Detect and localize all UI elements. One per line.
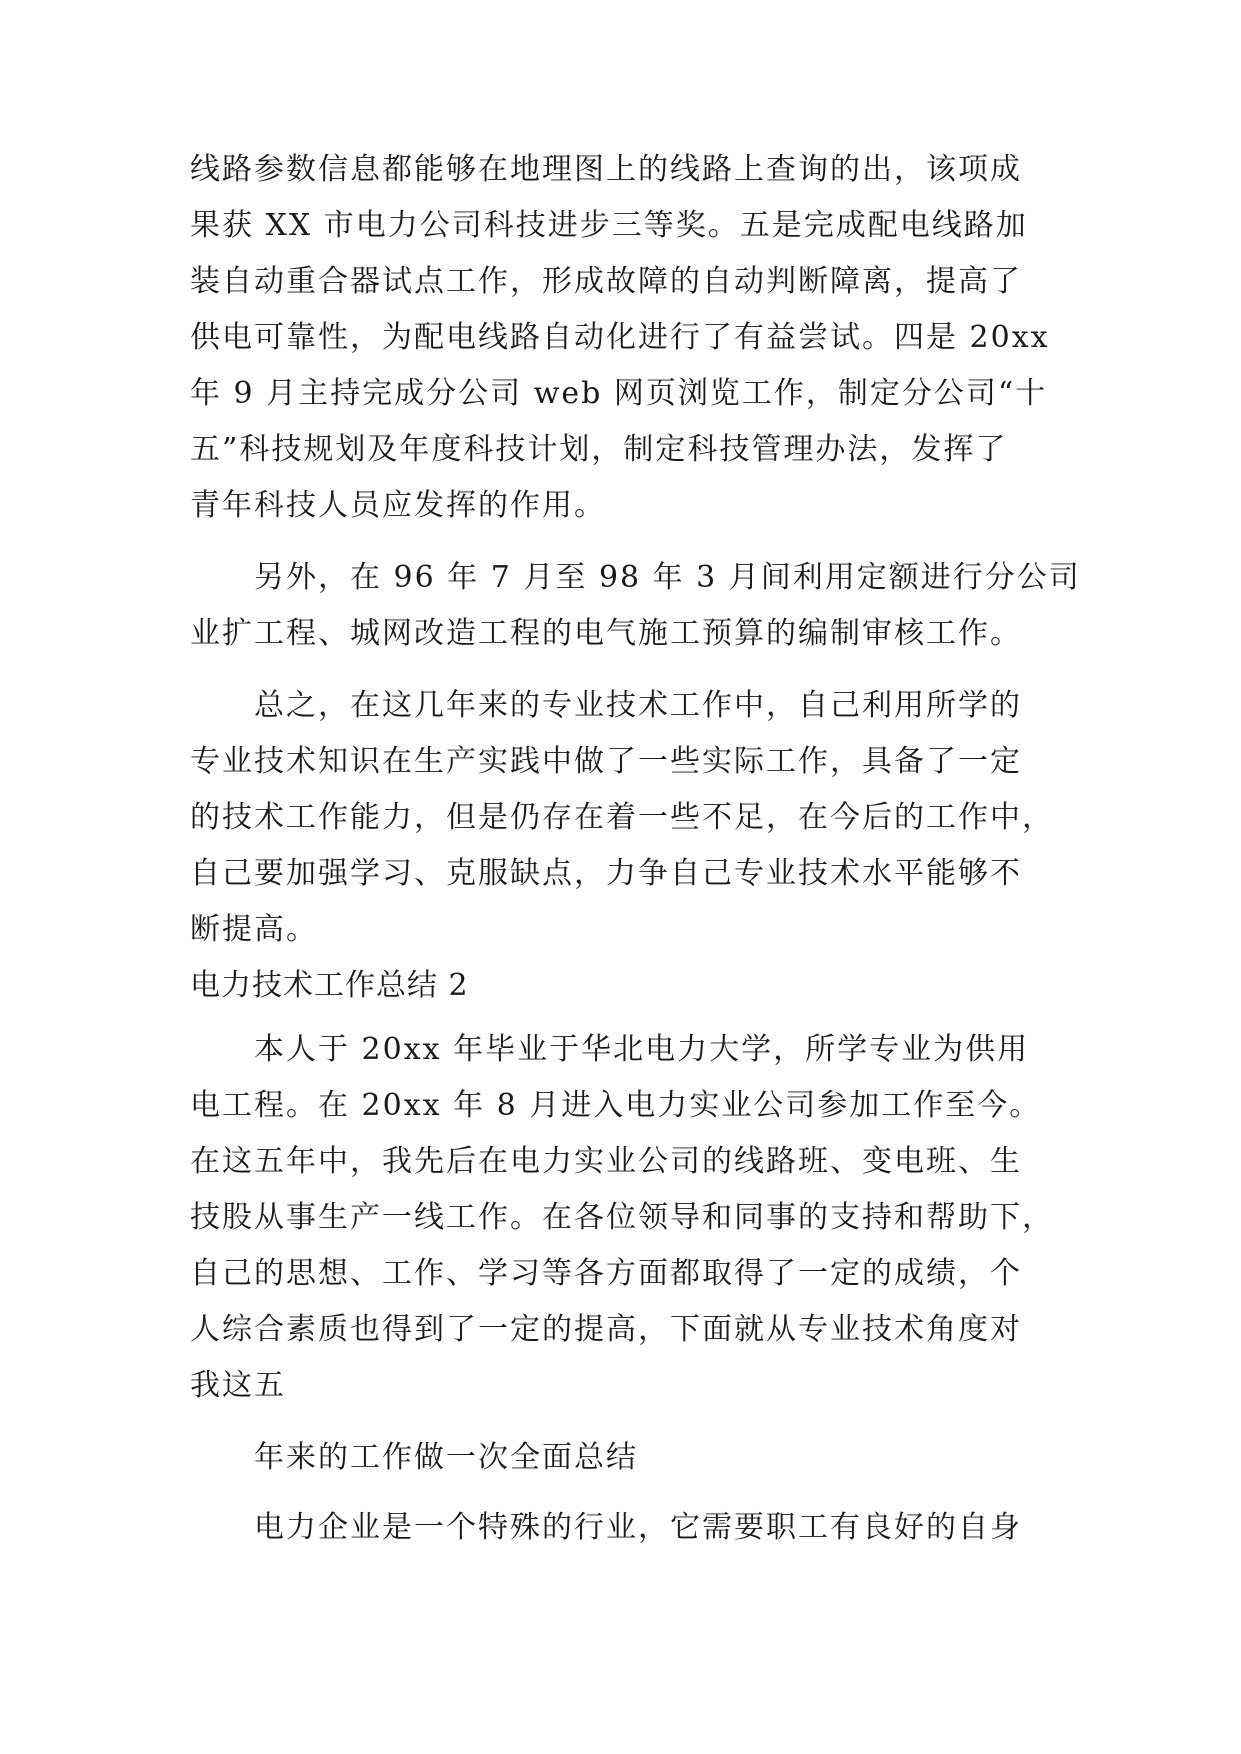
paragraph-start-line: 总之，在这几年来的专业技术工作中，自己利用所学的 [254,688,1022,723]
text-line: 青年科技人员应发挥的作用。 [190,488,606,523]
text-line: 供电可靠性，为配电线路自动化进行了有益尝试。四是 20xx [190,320,1050,355]
text-line: 自己要加强学习、克服缺点，力争自己专业技术水平能够不 [190,856,1022,891]
section-heading: 电力技术工作总结 2 [190,968,469,1003]
text-line: 线路参数信息都能够在地理图上的线路上查询的出，该项成 [190,152,1022,187]
paragraph-start-line: 另外，在 96 年 7 月至 98 年 3 月间利用定额进行分公司 [254,560,1081,595]
text-line: 装自动重合器试点工作，形成故障的自动判断障离，提高了 [190,264,1022,299]
text-line: 业扩工程、城网改造工程的电气施工预算的编制审核工作。 [190,616,1022,651]
text-line: 人综合素质也得到了一定的提高，下面就从专业技术角度对 [190,1312,1022,1347]
text-line: 专业技术知识在生产实践中做了一些实际工作，具备了一定 [190,744,1022,779]
text-line: 五”科技规划及年度科技计划，制定科技管理办法，发挥了 [190,432,1008,467]
text-line: 电工程。在 20xx 年 8 月进入电力实业公司参加工作至今。 [190,1088,1042,1123]
text-line: 自己的思想、工作、学习等各方面都取得了一定的成绩，个 [190,1256,1022,1291]
text-line: 技股从事生产一线工作。在各位领导和同事的支持和帮助下， [190,1200,1054,1235]
text-line: 断提高。 [190,912,318,947]
text-line: 年 9 月主持完成分公司 web 网页浏览工作，制定分公司“十 [190,376,1048,411]
paragraph-start-line: 本人于 20xx 年毕业于华北电力大学，所学专业为供用 [254,1032,1030,1067]
paragraph-start-line: 电力企业是一个特殊的行业，它需要职工有良好的自身 [254,1510,1022,1545]
paragraph-start-line: 年来的工作做一次全面总结 [254,1440,638,1475]
text-line: 我这五 [190,1368,286,1403]
text-line: 在这五年中，我先后在电力实业公司的线路班、变电班、生 [190,1144,1022,1179]
text-line: 果获 XX 市电力公司科技进步三等奖。五是完成配电线路加 [190,208,1028,243]
text-line: 的技术工作能力，但是仍存在着一些不足，在今后的工作中， [190,800,1054,835]
